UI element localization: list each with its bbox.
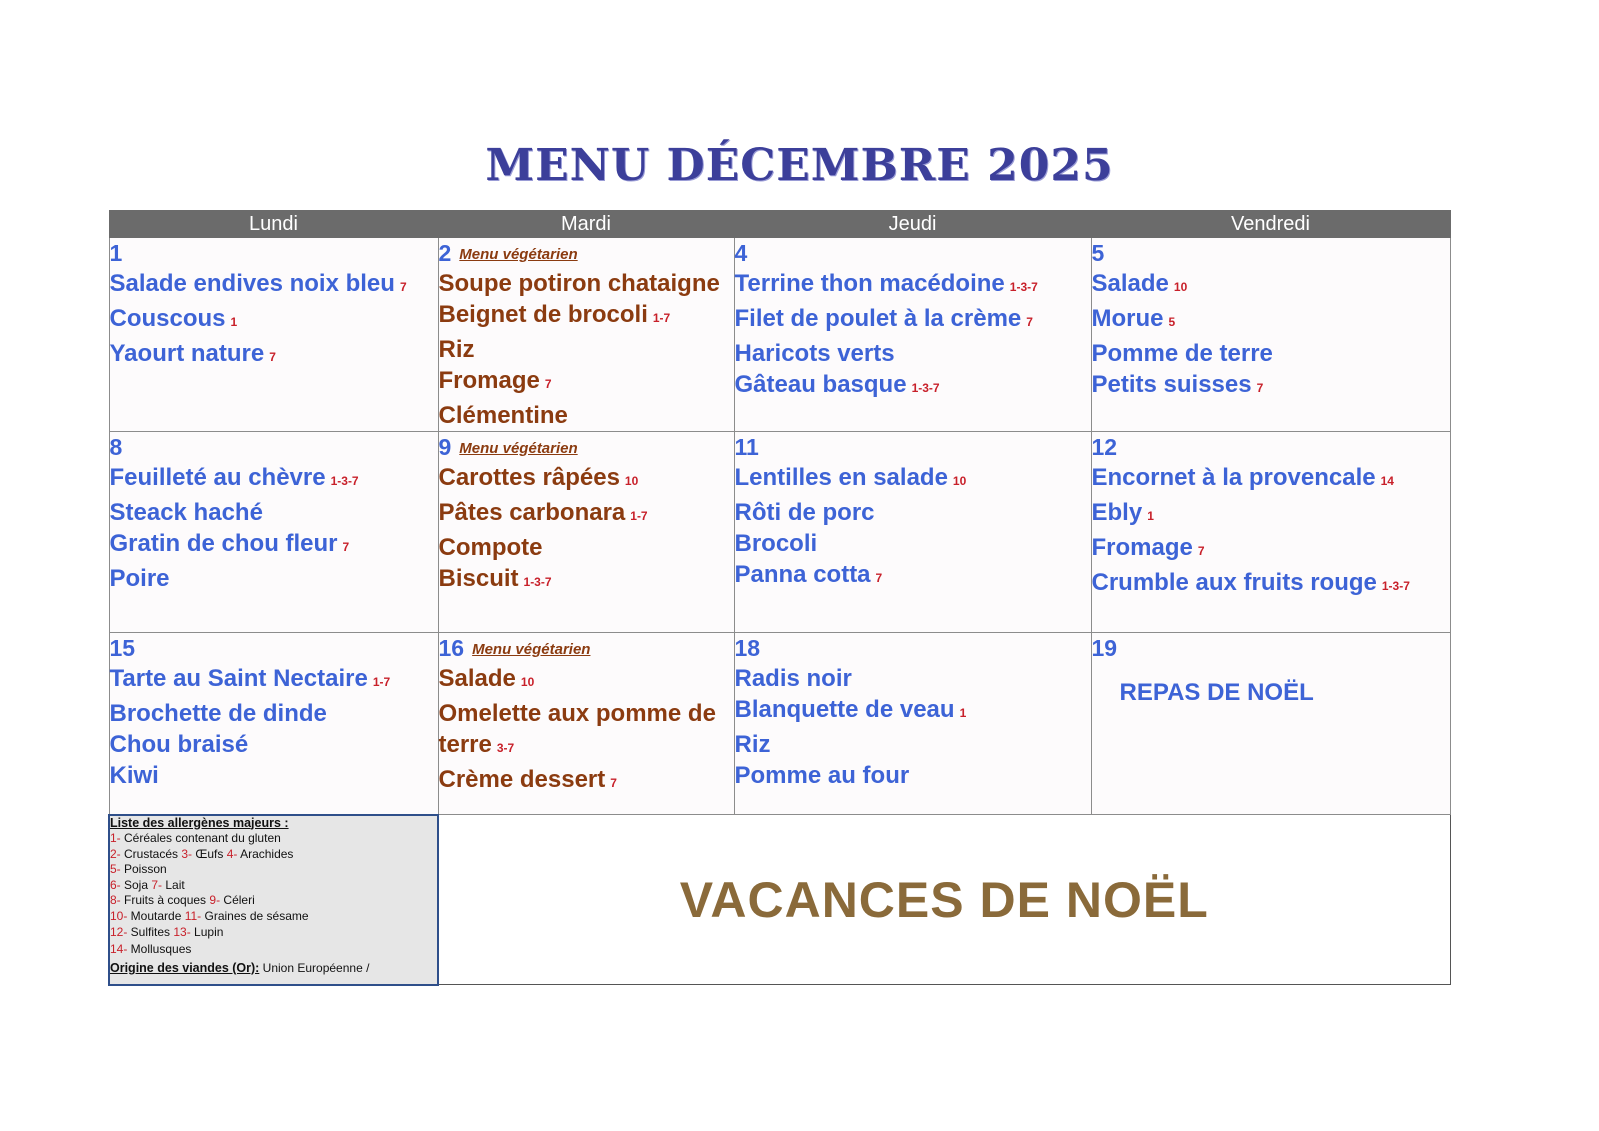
allergen-name: Soja <box>120 877 152 892</box>
allergen-codes: 10 <box>520 675 535 689</box>
allergen-name: Moutarde <box>127 909 185 924</box>
dish-name: Couscous <box>109 305 226 332</box>
day-number: 11 <box>734 434 759 460</box>
menu-item <box>110 563 438 594</box>
menu-item <box>735 462 1091 497</box>
legend-line <box>110 925 437 941</box>
allergen-codes: 1-7 <box>372 675 391 689</box>
menu-table <box>108 210 1451 986</box>
day-cell-jeudi <box>734 432 1091 633</box>
dish-name: Petits suisses <box>1091 371 1252 398</box>
menu-item <box>439 400 734 431</box>
allergen-codes: 10 <box>624 474 639 488</box>
allergen-name: Céleri <box>220 893 255 908</box>
menu-item <box>110 760 438 791</box>
menu-item <box>1092 462 1450 497</box>
dish-name: Feuilleté au chèvre <box>109 464 326 491</box>
dish-name: Pomme de terre <box>1091 340 1273 367</box>
allergen-name: Céréales contenant du gluten <box>120 831 281 846</box>
day-cell-mardi <box>438 432 734 633</box>
day-cell-vendredi <box>1091 238 1450 432</box>
dish-name: Gratin de chou fleur <box>109 530 338 557</box>
day-number: 9 <box>438 434 452 460</box>
allergen-codes: 7 <box>1256 381 1264 395</box>
allergen-codes: 10 <box>1173 280 1188 294</box>
dish-name: Kiwi <box>109 762 159 789</box>
dish-name: Encornet à la provencale <box>1091 464 1376 491</box>
allergen-codes: 1 <box>959 706 967 720</box>
dish-name: Fromage <box>1091 534 1193 561</box>
menu-item <box>1092 338 1450 369</box>
dish-name: Tarte au Saint Nectaire <box>109 665 368 692</box>
menu-item <box>735 760 1091 791</box>
day-number: 2 <box>438 240 452 266</box>
allergen-name: Crustacés <box>120 846 182 861</box>
day-number: 5 <box>1091 240 1105 266</box>
allergen-codes: 1-3-7 <box>330 474 359 488</box>
allergen-number: 9- <box>209 893 221 908</box>
legend-line <box>110 878 437 894</box>
dish-name: Steack haché <box>109 499 263 526</box>
legend-line <box>110 893 437 909</box>
menu-item <box>735 729 1091 760</box>
allergen-number: 8- <box>110 893 121 908</box>
dish-name: Filet de poulet à la crème <box>734 305 1022 332</box>
dish-name: Chou braisé <box>109 731 249 758</box>
vegetarian-label: Menu végétarien <box>459 246 578 263</box>
menu-item <box>1092 303 1450 338</box>
legend-row <box>109 815 1450 985</box>
meat-origin <box>110 961 437 977</box>
menu-item <box>110 528 438 563</box>
allergen-number: 14- <box>110 942 128 957</box>
dish-name: Crumble aux fruits rouge <box>1091 569 1377 596</box>
menu-item <box>735 528 1091 559</box>
day-cell-vendredi <box>1091 633 1450 815</box>
header-mardi: Mardi <box>438 211 734 238</box>
vacances-cell <box>438 815 1450 985</box>
allergen-codes: 7 <box>610 776 617 790</box>
header-jeudi: Jeudi <box>734 211 1091 238</box>
allergen-number: 11- <box>184 909 202 924</box>
menu-item <box>110 338 438 373</box>
dish-name: Soupe potiron chataigne <box>438 270 720 297</box>
allergen-codes: 7 <box>875 571 883 585</box>
menu-item <box>1092 567 1450 602</box>
allergen-codes: 10 <box>952 474 967 488</box>
allergen-number: 1- <box>110 831 121 846</box>
allergen-number: 3- <box>181 846 193 861</box>
day-cell-jeudi <box>734 238 1091 432</box>
dish-name: Omelette aux pomme de terre <box>438 700 716 758</box>
menu-item <box>439 532 734 563</box>
menu-item <box>735 497 1091 528</box>
legend-line <box>110 909 437 925</box>
menu-item <box>439 764 734 799</box>
day-number: 8 <box>109 434 123 460</box>
allergen-number: 6- <box>110 877 121 892</box>
dish-name: Clémentine <box>438 402 568 429</box>
day-number: 1 <box>109 240 123 266</box>
allergen-codes: 7 <box>1197 544 1205 558</box>
week-row <box>109 238 1450 432</box>
allergen-codes: 7 <box>544 377 552 391</box>
menu-item <box>439 268 734 299</box>
day-number: 12 <box>1091 434 1118 460</box>
dish-name: Radis noir <box>734 665 852 692</box>
allergen-number: 2- <box>110 846 121 861</box>
dish-name: Lentilles en salade <box>734 464 948 491</box>
menu-item <box>110 663 438 698</box>
header-row <box>109 211 1450 238</box>
dish-name: Pâtes carbonara <box>438 499 626 526</box>
origin-value: Union Européenne / <box>259 960 370 975</box>
menu-item <box>735 369 1091 404</box>
day-number: 15 <box>109 635 136 661</box>
allergen-name: Arachides <box>237 846 294 861</box>
dish-name: Riz <box>734 731 771 758</box>
allergen-name: Mollusques <box>127 942 192 957</box>
dish-name: Haricots verts <box>734 340 895 367</box>
dish-name: Pomme au four <box>734 762 910 789</box>
allergen-name: Graines de sésame <box>201 909 309 924</box>
allergen-codes: 7 <box>269 350 276 364</box>
menu-item <box>735 663 1091 694</box>
menu-item <box>439 698 734 764</box>
menu-item <box>110 462 438 497</box>
allergen-codes: 1-3-7 <box>1009 280 1038 294</box>
menu-item <box>439 497 734 532</box>
header-lundi: Lundi <box>109 211 438 238</box>
allergen-legend <box>109 815 438 985</box>
menu-item <box>1092 268 1450 303</box>
dish-name: Crème dessert <box>438 766 606 793</box>
day-cell-vendredi <box>1091 432 1450 633</box>
dish-name: Blanquette de veau <box>734 696 955 723</box>
week-row <box>109 633 1450 815</box>
dish-name: Brochette de dinde <box>109 700 327 727</box>
menu-item <box>439 663 734 698</box>
allergen-codes: 14 <box>1380 474 1394 488</box>
allergen-name: Sulfites <box>127 924 174 939</box>
allergen-number: 13- <box>173 924 191 939</box>
week-row <box>109 432 1450 633</box>
dish-name: Carottes râpées <box>438 464 620 491</box>
menu-item <box>1092 369 1450 404</box>
dish-name: Salade <box>1091 270 1169 297</box>
allergen-number: 4- <box>226 846 238 861</box>
origin-label: Origine des viandes (Or): <box>110 960 260 975</box>
legend-title: Liste des allergènes majeurs : <box>110 815 289 830</box>
day-cell-mardi <box>438 633 734 815</box>
dish-name: Ebly <box>1091 499 1143 526</box>
menu-item <box>735 559 1091 594</box>
dish-name: Fromage <box>438 367 540 394</box>
allergen-codes: 1 <box>230 315 238 329</box>
dish-name: Gâteau basque <box>734 371 907 398</box>
legend-line <box>110 942 437 958</box>
legend-line <box>110 831 437 847</box>
special-meal: REPAS DE NOËL <box>1119 679 1314 706</box>
legend-line <box>110 847 437 863</box>
allergen-codes: 7 <box>342 540 350 554</box>
menu-item <box>439 462 734 497</box>
header-vendredi: Vendredi <box>1091 211 1450 238</box>
day-cell-lundi <box>109 238 438 432</box>
allergen-name: Œufs <box>192 846 227 861</box>
dish-name: Morue <box>1091 305 1164 332</box>
menu-item <box>439 299 734 334</box>
menu-item <box>439 334 734 365</box>
menu-item <box>439 365 734 400</box>
allergen-codes: 5 <box>1168 315 1176 329</box>
allergen-codes: 7 <box>399 280 407 294</box>
day-number: 18 <box>734 635 761 661</box>
allergen-number: 10- <box>110 909 128 924</box>
menu-item <box>110 497 438 528</box>
dish-name: Yaourt nature <box>109 340 265 367</box>
day-cell-lundi <box>109 633 438 815</box>
allergen-name: Fruits à coques <box>120 893 210 908</box>
allergen-name: Poisson <box>120 862 167 877</box>
allergen-name: Lait <box>162 877 185 892</box>
dish-name: Salade <box>438 665 516 692</box>
dish-name: Brocoli <box>734 530 818 557</box>
allergen-name: Lupin <box>190 924 224 939</box>
allergen-number: 12- <box>110 924 128 939</box>
menu-item <box>735 338 1091 369</box>
vegetarian-label: Menu végétarien <box>459 440 578 457</box>
allergen-number: 5- <box>110 862 121 877</box>
menu-item <box>110 303 438 338</box>
dish-name: Biscuit <box>438 565 519 592</box>
menu-item <box>735 694 1091 729</box>
day-number: 19 <box>1091 635 1118 661</box>
allergen-codes: 1-3-7 <box>523 575 552 589</box>
dish-name: Salade endives noix bleu <box>109 270 395 297</box>
allergen-codes: 1-3-7 <box>1381 579 1410 593</box>
menu-item <box>110 698 438 729</box>
day-cell-lundi <box>109 432 438 633</box>
allergen-codes: 1-3-7 <box>911 381 940 395</box>
page-title: MENU DÉCEMBRE 2025 <box>485 140 1114 191</box>
allergen-codes: 1-7 <box>630 509 648 523</box>
day-number: 16 <box>438 635 465 661</box>
legend-line <box>110 862 437 878</box>
menu-item <box>735 268 1091 303</box>
dish-name: Panna cotta <box>734 561 871 588</box>
day-cell-mardi <box>438 238 734 432</box>
menu-item <box>439 563 734 598</box>
allergen-codes: 1 <box>1147 509 1154 523</box>
menu-item <box>110 729 438 760</box>
allergen-number: 7- <box>151 877 163 892</box>
dish-name: Poire <box>109 565 170 592</box>
dish-name: Rôti de porc <box>734 499 875 526</box>
dish-name: Riz <box>438 336 475 363</box>
allergen-codes: 1-7 <box>652 311 671 325</box>
allergen-codes: 7 <box>1026 315 1033 329</box>
dish-name: Beignet de brocoli <box>438 301 648 328</box>
day-cell-jeudi <box>734 633 1091 815</box>
menu-item <box>735 303 1091 338</box>
dish-name: Compote <box>438 534 543 561</box>
menu-item <box>110 268 438 303</box>
menu-item <box>1092 532 1450 567</box>
day-number: 4 <box>734 240 748 266</box>
menu-item <box>1092 497 1450 532</box>
dish-name: Terrine thon macédoine <box>734 270 1005 297</box>
vacances-text: VACANCES DE NOËL <box>679 871 1209 928</box>
vegetarian-label: Menu végétarien <box>472 641 591 658</box>
allergen-codes: 3-7 <box>496 741 515 755</box>
